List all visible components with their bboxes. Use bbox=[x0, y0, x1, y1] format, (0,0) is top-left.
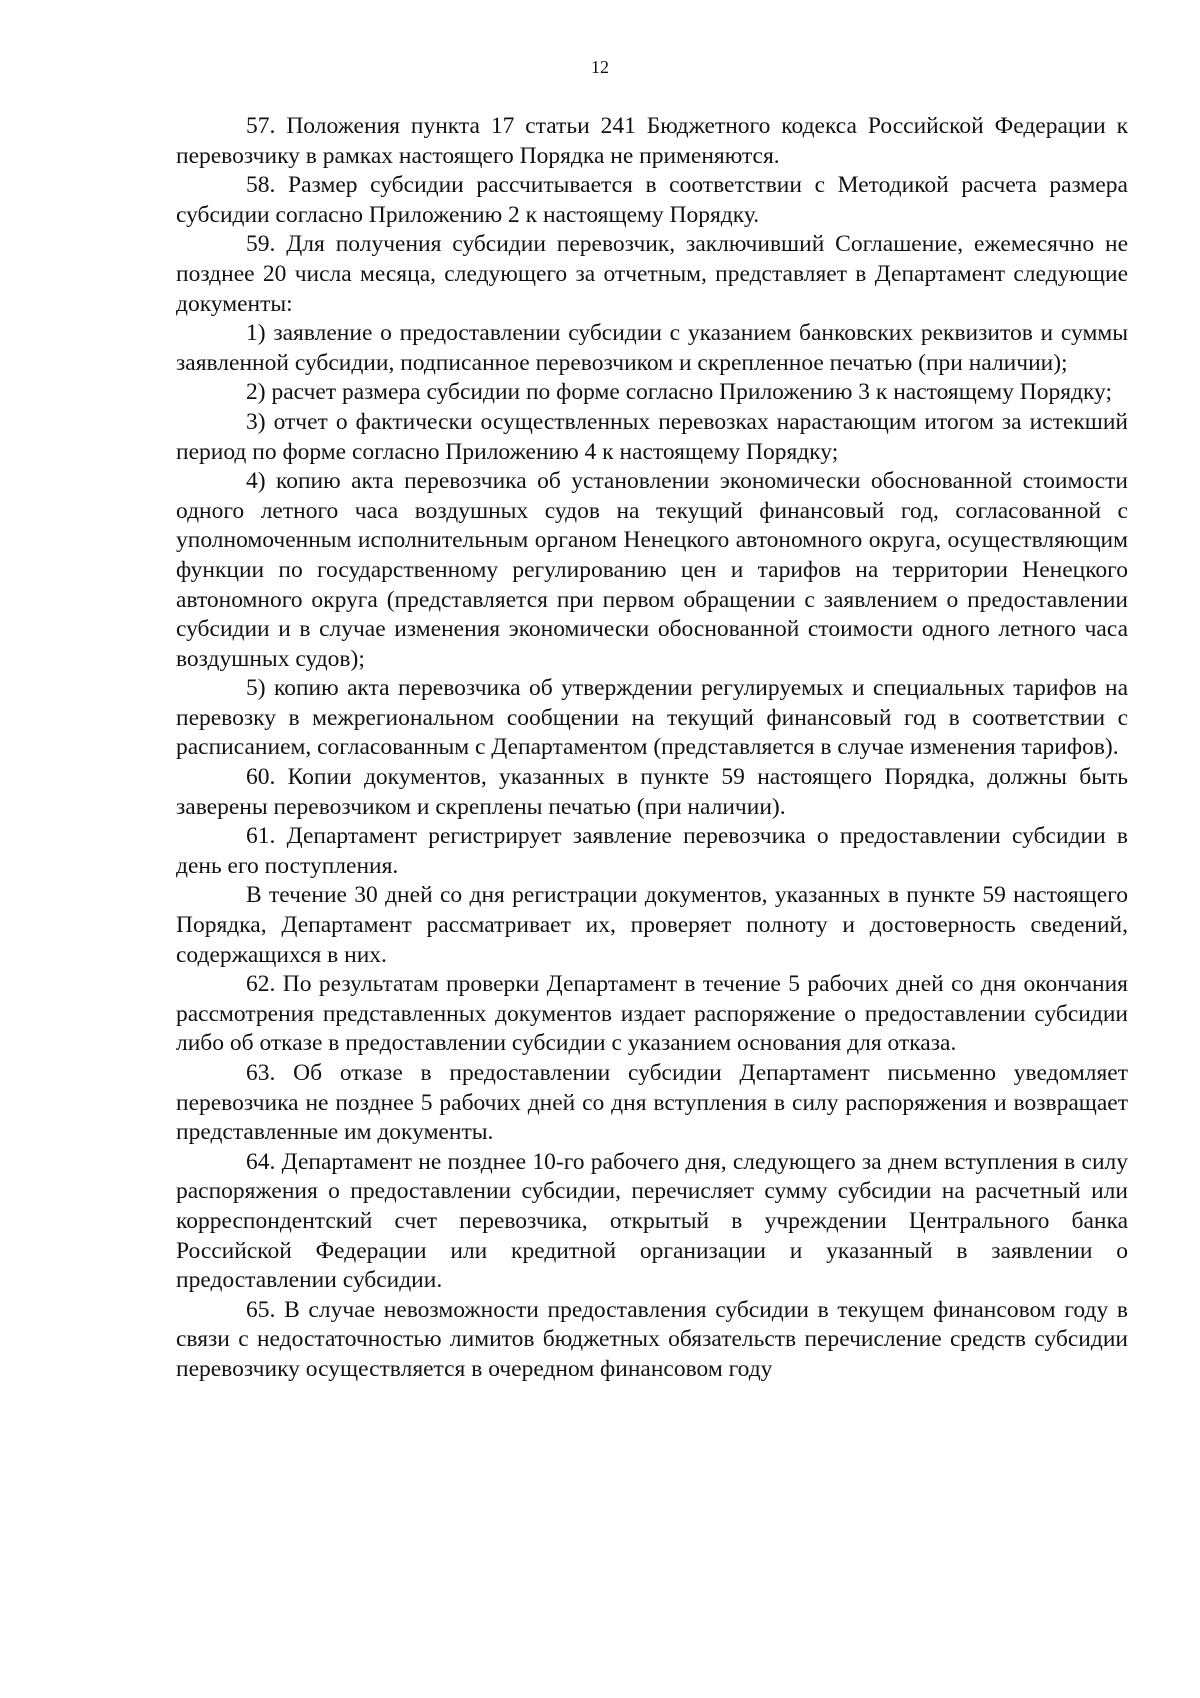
document-body bbox=[176, 112, 1128, 1385]
list-item-3: 3) отчет о фактически осуществленных перевозках нарастающим итогом за истекший период по форме согласно Приложению 4 к настоящему Порядку; bbox=[176, 408, 1128, 465]
list-item-5: 5) копию акта перевозчика об утверждении регулируемых и специальных тарифов на перевозку в межрегиональном сообщении на текущий финансовый год в соответствии с расписанием, согласованным с Департаментом (представляется в случае изменения тарифов). bbox=[176, 675, 1128, 761]
list-item-4: 4) копию акта перевозчика об установлении экономически обоснованной стоимости одного летного часа воздушных судов на текущий финансовый год, согласованной с уполномоченным исполнительным органом Ненецкого автономного округа, осуществляющим функции по государственному регулированию цен и тарифов на территории Ненецкого автономного округа (представляется при первом обращении с заявлением о предоставлении субсидии и в случае изменения экономически обоснованной стоимости одного летного часа воздушных судов); bbox=[176, 468, 1128, 672]
paragraph-65: 65. В случае невозможности предоставления субсидии в текущем финансовом году в связи с недостаточностью лимитов бюджетных обязательств перечисление средств субсидии перевозчику осуществляется в очередном финансовом году bbox=[176, 1296, 1128, 1382]
paragraph-58: 58. Размер субсидии рассчитывается в соответствии с Методикой расчета размера субсидии согласно Приложению 2 к настоящему Порядку. bbox=[176, 172, 1128, 228]
list-item-2: 2) расчет размера субсидии по форме согласно Приложению 3 к настоящему Порядку; bbox=[246, 379, 1113, 406]
paragraph-64: 64. Департамент не позднее 10-го рабочего дня, следующего за днем вступления в силу распоряжения о предоставлении субсидии, перечисляет сумму субсидии на расчетный или корреспондентский счет перевозчика, открытый в учреждении Центрального банка Российской Федерации или кредитной организации и указанный в заявлении о предоставлении субсидии. bbox=[176, 1148, 1128, 1294]
paragraph-57: 57. Положения пункта 17 статьи 241 Бюджетного кодекса Российской Федерации к перевозчику в рамках настоящего Порядка не применяются. bbox=[176, 113, 1128, 169]
paragraph-59: 59. Для получения субсидии перевозчик, заключивший Соглашение, ежемесячно не позднее 20 числа месяца, следующего за отчетным, представляет в Департамент следующие документы: bbox=[176, 231, 1128, 317]
paragraph-60: 60. Копии документов, указанных в пункте 59 настоящего Порядка, должны быть заверены перевозчиком и скреплены печатью (при наличии). bbox=[176, 764, 1128, 820]
paragraph-61: 61. Департамент регистрирует заявление перевозчика о предоставлении субсидии в день его поступления. bbox=[176, 823, 1128, 879]
paragraph-63: 63. Об отказе в предоставлении субсидии Департамент письменно уведомляет перевозчика не позднее 5 рабочих дней со дня вступления в силу распоряжения и возвращает представленные им документы. bbox=[176, 1060, 1128, 1146]
paragraph-61-continuation: В течение 30 дней со дня регистрации документов, указанных в пункте 59 настоящего Порядка, Департамент рассматривает их, проверяет полноту и достоверность сведений, содержащихся в них. bbox=[176, 882, 1128, 968]
page-number: 12 bbox=[591, 57, 609, 77]
list-item-1: 1) заявление о предоставлении субсидии с указанием банковских реквизитов и суммы заявленной субсидии, подписанное перевозчиком и скрепленное печатью (при наличии); bbox=[176, 320, 1128, 376]
paragraph-62: 62. По результатам проверки Департамент в течение 5 рабочих дней со дня окончания рассмотрения представленных документов издает распоряжение о предоставлении субсидии либо об отказе в предоставлении субсидии с указанием основания для отказа. bbox=[176, 971, 1128, 1057]
